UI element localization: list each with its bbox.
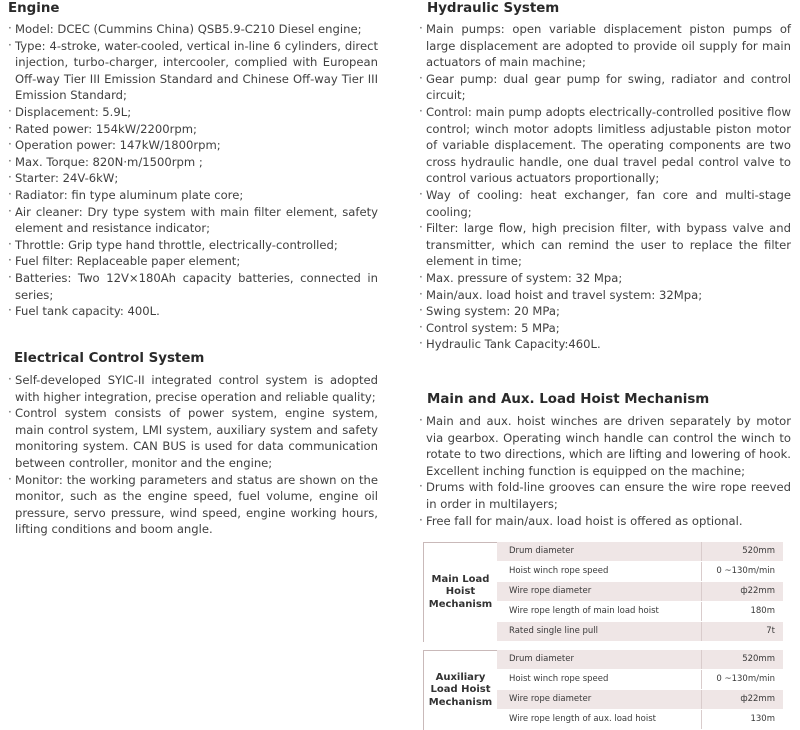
- list-item: · Self-developed SYIC-II integrated control system is adopted with higher integration, precise operation and reliable quality;: [8, 372, 378, 405]
- list-item: · Gear pump: dual gear pump for swing, radiator and control circuit;: [419, 71, 791, 104]
- list-item: · Throttle: Grip type hand throttle, electrically-controlled;: [8, 237, 378, 254]
- table-cell-key: Wire rope diameter: [497, 690, 702, 709]
- table-row: [497, 542, 783, 562]
- list-item: · Batteries: Two 12V×180Ah capacity batteries, connected in series;: [8, 270, 378, 303]
- list-item: · Drums with fold-line grooves can ensure the wire rope reeved in order in multilayers;: [419, 479, 791, 512]
- hydraulic-heading: Hydraulic System: [427, 1, 560, 16]
- table-cell-key: Hoist winch rope speed: [497, 670, 702, 689]
- table-row: [497, 602, 783, 622]
- table-row: [497, 562, 783, 582]
- main-hoist-label: Main Load Hoist Mechanism: [423, 542, 497, 642]
- table-cell-value: 180m: [750, 606, 775, 616]
- list-item: · Max. pressure of system: 32 Mpa;: [419, 270, 791, 287]
- table-cell-key: Wire rope length of aux. load hoist: [497, 710, 702, 729]
- table-cell-value: 0 ~130m/min: [716, 674, 775, 684]
- list-item: · Type: 4-stroke, water-cooled, vertical in-line 6 cylinders, direct injection, turbo-charger, intercooler, complied with European Off-way Tier III Emission Standard and Chinese Off-way Tier III Emission Standard;: [8, 38, 378, 104]
- table-cell-value: 0 ~130m/min: [716, 566, 775, 576]
- table-cell-value: 130m: [750, 714, 775, 724]
- table-cell-key: Hoist winch rope speed: [497, 562, 702, 581]
- electrical-heading: Electrical Control System: [14, 351, 205, 366]
- aux-hoist-rows: [497, 650, 783, 730]
- list-item: · Way of cooling: heat exchanger, fan core and multi-stage cooling;: [419, 187, 791, 220]
- table-cell-value: 7t: [766, 626, 775, 636]
- list-item: · Displacement: 5.9L;: [8, 104, 378, 121]
- list-item: · Filter: large flow, high precision filter, with bypass valve and transmitter, which can remind the user to replace the filter element in time;: [419, 220, 791, 270]
- list-item: · Control system consists of power system, engine system, main control system, LMI system, auxiliary system and safety monitoring system. CAN BUS is used for data communication between controller, monitor and the engine;: [8, 405, 378, 471]
- list-item: · Radiator: fin type aluminum plate core;: [8, 187, 378, 204]
- list-item: · Control system: 5 MPa;: [419, 320, 791, 337]
- table-row: [497, 622, 783, 642]
- engine-heading: Engine: [8, 1, 60, 16]
- table-row: [497, 650, 783, 670]
- table-cell-value: ф22mm: [740, 694, 775, 704]
- list-item: · Control: main pump adopts electrically-controlled positive flow control; winch motor adopts limitless adjustable piston motor of variable displacement. The operating components are two cross hydraulic handle, one dual travel pedal control valve to control various actuators proportionally;: [419, 104, 791, 187]
- table-cell-value: 520mm: [742, 654, 775, 664]
- list-item: · Max. Torque: 820N·m/1500rpm ;: [8, 154, 378, 171]
- table-cell-key: Drum diameter: [497, 650, 702, 669]
- hoist-list: [419, 413, 791, 529]
- table-row: [497, 690, 783, 710]
- table-row: [497, 710, 783, 730]
- table-cell-value: 520mm: [742, 546, 775, 556]
- table-cell-key: Drum diameter: [497, 542, 702, 561]
- list-item: · Main/aux. load hoist and travel system: 32Mpa;: [419, 287, 791, 304]
- list-item: · Model: DCEC (Cummins China) QSB5.9-C210 Diesel engine;: [8, 21, 378, 38]
- list-item: · Main and aux. hoist winches are driven separately by motor via gearbox. Operating winch handle can control the winch to rotate to two directions, which are lifting and lowering of hook. Excellent inching function is equipped on the machine;: [419, 413, 791, 479]
- table-cell-value: ф22mm: [740, 586, 775, 596]
- electrical-list: [8, 372, 378, 538]
- list-item: · Monitor: the working parameters and status are shown on the monitor, such as the engine speed, fuel volume, engine oil pressure, servo pressure, wind speed, engine working hours, lifting conditions and boom angle.: [8, 472, 378, 538]
- list-item: · Swing system: 20 MPa;: [419, 303, 791, 320]
- list-item: · Fuel filter: Replaceable paper element;: [8, 253, 378, 270]
- table-cell-key: Wire rope diameter: [497, 582, 702, 601]
- list-item: · Air cleaner: Dry type system with main filter element, safety element and resistance indicator;: [8, 204, 378, 237]
- list-item: · Hydraulic Tank Capacity:460L.: [419, 336, 791, 353]
- aux-hoist-label: Auxiliary Load Hoist Mechanism: [423, 650, 497, 730]
- list-item: · Fuel tank capacity: 400L.: [8, 303, 378, 320]
- hydraulic-list: [419, 21, 791, 353]
- list-item: · Free fall for main/aux. load hoist is offered as optional.: [419, 513, 791, 530]
- list-item: · Rated power: 154kW/2200rpm;: [8, 121, 378, 138]
- table-row: [497, 670, 783, 690]
- table-cell-key: Rated single line pull: [497, 622, 702, 641]
- list-item: · Main pumps: open variable displacement piston pumps of large displacement are adopted to provide oil supply for main actuators of main machine;: [419, 21, 791, 71]
- main-hoist-rows: [497, 542, 783, 642]
- hoist-heading: Main and Aux. Load Hoist Mechanism: [427, 392, 710, 407]
- table-row: [497, 582, 783, 602]
- engine-list: [8, 21, 378, 320]
- table-cell-key: Wire rope length of main load hoist: [497, 602, 702, 621]
- list-item: · Operation power: 147kW/1800rpm;: [8, 137, 378, 154]
- list-item: · Starter: 24V-6kW;: [8, 170, 378, 187]
